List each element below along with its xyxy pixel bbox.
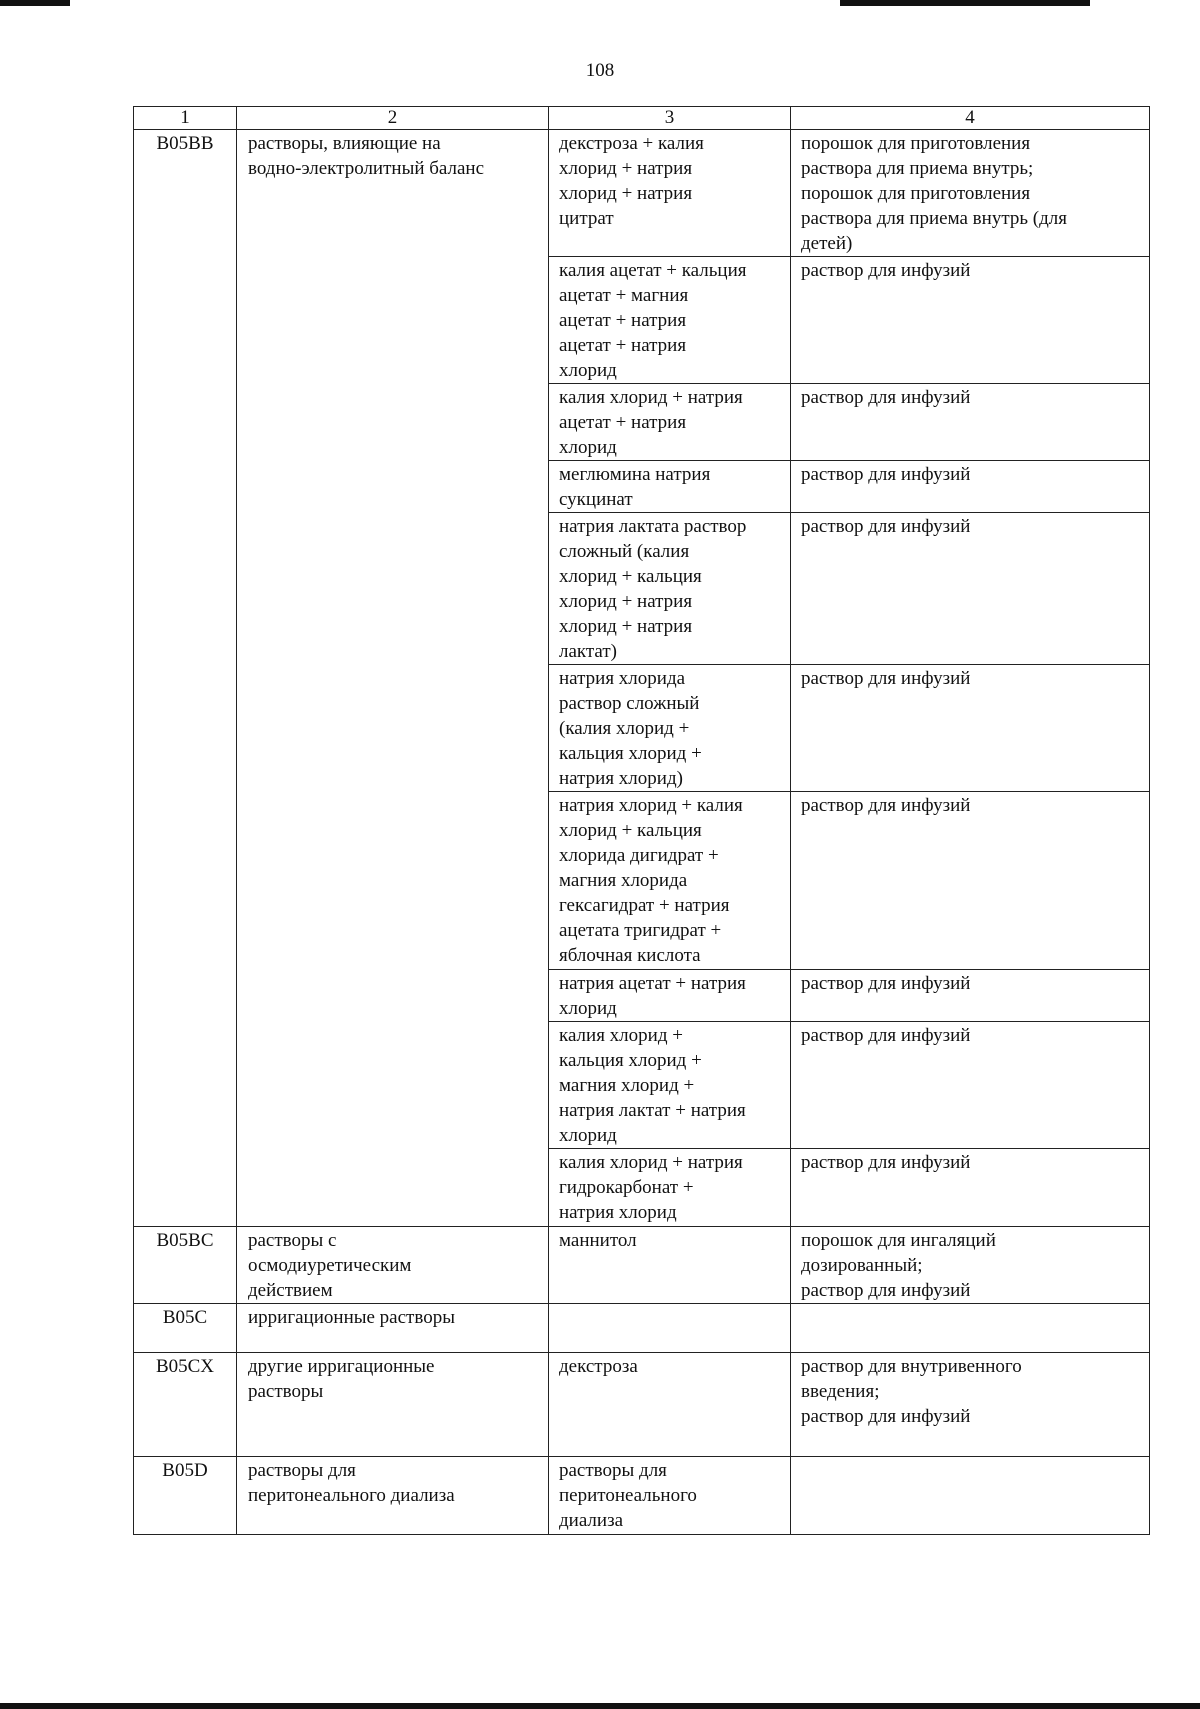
substance-text: маннитол <box>559 1230 637 1251</box>
dosage-form-text: раствор для инфузий <box>801 1025 971 1046</box>
table-row <box>134 1353 1150 1457</box>
dosage-form-text: раствор для инфузий <box>801 516 971 537</box>
scan-edge-bottom <box>0 1703 1200 1709</box>
substance-text: натрия ацетат + натрия хлорид <box>559 973 746 1019</box>
substance-cell <box>549 1022 791 1149</box>
substance-text: натрия хлорид + калия хлорид + кальция хлорида дигидрат + магния хлорида гексагидрат + натрия ацетата тригидрат + яблочная кислота <box>559 795 743 966</box>
group-description: другие ирригационные растворы <box>248 1356 435 1402</box>
substance-text: калия хлорид + натрия ацетат + натрия хлорид <box>559 387 743 458</box>
dosage-form-cell <box>791 792 1150 970</box>
substance-cell <box>549 384 791 461</box>
dosage-form-text: раствор для инфузий <box>801 387 971 408</box>
substance-cell <box>549 970 791 1022</box>
dosage-form-cell <box>791 1149 1150 1227</box>
dosage-form-cell <box>791 1227 1150 1304</box>
substance-text: декстроза + калия хлорид + натрия хлорид + натрия цитрат <box>559 133 704 229</box>
atc-code-cell <box>134 1304 237 1353</box>
table-header-row <box>134 107 1150 130</box>
table-row <box>134 130 1150 257</box>
dosage-form-text: раствор для инфузий <box>801 668 971 689</box>
dosage-form-text: раствор для внутривенного введения; раствор для инфузий <box>801 1356 1022 1427</box>
group-description-cell <box>237 130 549 1227</box>
substance-cell <box>549 1457 791 1535</box>
dosage-form-cell <box>791 257 1150 384</box>
atc-code-cell <box>134 1227 237 1304</box>
table-row <box>134 1304 1150 1353</box>
substance-cell <box>549 1353 791 1457</box>
substance-cell <box>549 513 791 665</box>
substance-cell <box>549 130 791 257</box>
dosage-form-cell <box>791 384 1150 461</box>
dosage-form-text: порошок для ингаляций дозированный; раствор для инфузий <box>801 1230 996 1301</box>
substance-text: калия хлорид + кальция хлорид + магния хлорид + натрия лактат + натрия хлорид <box>559 1025 746 1146</box>
substance-text: натрия хлорида раствор сложный (калия хлорид + кальция хлорид + натрия хлорид) <box>559 668 702 789</box>
dosage-form-text: раствор для инфузий <box>801 464 971 485</box>
dosage-form-text: раствор для инфузий <box>801 1152 971 1173</box>
substance-cell <box>549 665 791 792</box>
dosage-form-cell <box>791 1304 1150 1353</box>
substance-text: калия ацетат + кальция ацетат + магния ацетат + натрия ацетат + натрия хлорид <box>559 260 747 381</box>
substance-cell <box>549 1227 791 1304</box>
group-description: растворы с осмодиуретическим действием <box>248 1230 412 1301</box>
group-description: ирригационные растворы <box>248 1307 455 1328</box>
atc-code-cell <box>134 1353 237 1457</box>
column-header-1: 1 <box>134 107 237 130</box>
dosage-form-text: раствор для инфузий <box>801 260 971 281</box>
substance-text: калия хлорид + натрия гидрокарбонат + натрия хлорид <box>559 1152 743 1223</box>
page-number: 108 <box>585 60 615 81</box>
dosage-form-cell <box>791 461 1150 513</box>
substance-cell <box>549 1304 791 1353</box>
substance-text: меглюмина натрия сукцинат <box>559 464 711 510</box>
substance-cell <box>549 792 791 970</box>
dosage-form-cell <box>791 1457 1150 1535</box>
group-description-cell <box>237 1227 549 1304</box>
atc-code: B05BB <box>156 133 214 154</box>
atc-code: B05BC <box>156 1230 214 1251</box>
dosage-form-text: раствор для инфузий <box>801 795 971 816</box>
dosage-form-cell <box>791 130 1150 257</box>
dosage-form-cell <box>791 513 1150 665</box>
atc-code: B05D <box>162 1460 208 1481</box>
substance-text: натрия лактата раствор сложный (калия хлорид + кальция хлорид + натрия хлорид + натрия лактат) <box>559 516 747 662</box>
group-description-cell <box>237 1457 549 1535</box>
drug-table <box>133 106 1150 1535</box>
atc-code-cell <box>134 1457 237 1535</box>
scan-edge-top-right <box>840 0 1090 6</box>
column-header-2: 2 <box>237 107 549 130</box>
dosage-form-cell <box>791 1022 1150 1149</box>
substance-cell <box>549 1149 791 1227</box>
substance-text: растворы для перитонеального диализа <box>559 1460 697 1531</box>
substance-cell <box>549 461 791 513</box>
dosage-form-cell <box>791 970 1150 1022</box>
group-description: растворы для перитонеального диализа <box>248 1460 455 1506</box>
group-description-cell <box>237 1304 549 1353</box>
substance-cell <box>549 257 791 384</box>
substance-text: декстроза <box>559 1356 638 1377</box>
table-row <box>134 1457 1150 1535</box>
group-description: растворы, влияющие на водно-электролитный баланс <box>248 133 485 179</box>
atc-code: B05CX <box>155 1356 215 1377</box>
column-header-4: 4 <box>791 107 1150 130</box>
dosage-form-cell <box>791 665 1150 792</box>
dosage-form-text: порошок для приготовления раствора для приема внутрь; порошок для приготовления раствора для приема внутрь (для детей) <box>801 133 1067 254</box>
column-header-3: 3 <box>549 107 791 130</box>
atc-code-cell <box>134 130 237 1227</box>
dosage-form-text: раствор для инфузий <box>801 973 971 994</box>
table-row <box>134 1227 1150 1304</box>
dosage-form-cell <box>791 1353 1150 1457</box>
scan-edge-top-left <box>0 0 70 6</box>
group-description-cell <box>237 1353 549 1457</box>
atc-code: B05C <box>162 1307 208 1328</box>
